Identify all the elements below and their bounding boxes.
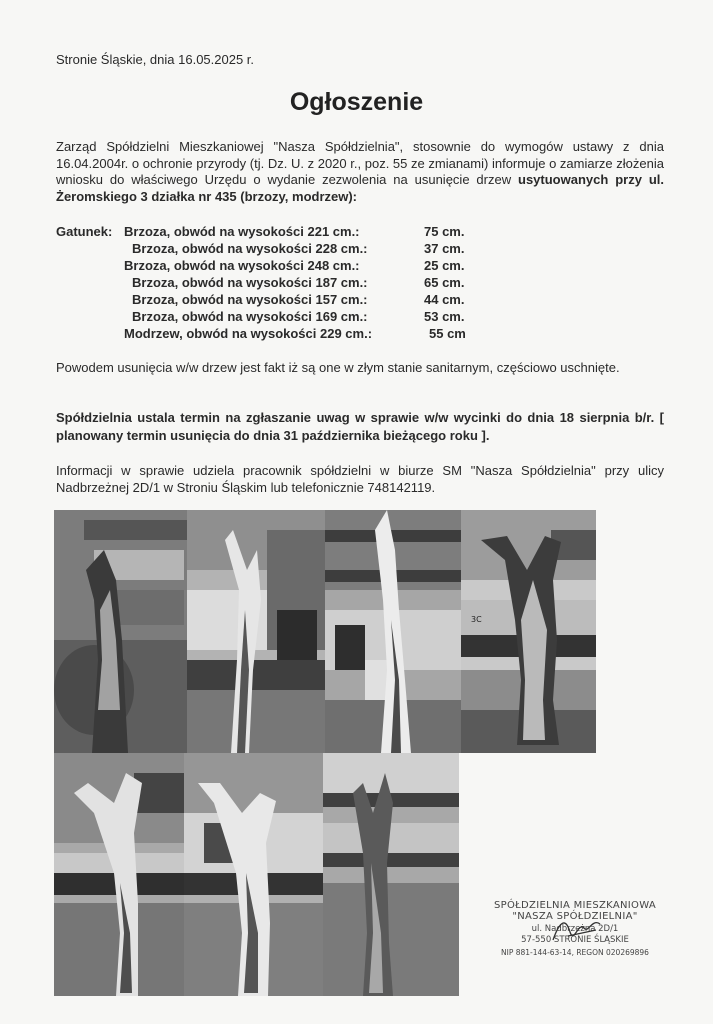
tree-photo xyxy=(325,510,461,753)
species-label: Gatunek: xyxy=(56,224,113,239)
tree-row xyxy=(132,292,465,307)
tree-row xyxy=(124,224,465,239)
deadline-paragraph: Spółdzielnia ustala termin na zgłaszanie uwag w sprawie w/w wycinki do dnia 18 sierpnia b/r. [ planowany termin usunięcia do dnia 31 października bieżącego roku ]. xyxy=(56,410,664,443)
tree-description: Brzoza, obwód na wysokości 169 cm.: xyxy=(132,309,368,324)
stamp-line: SPÓŁDZIELNIA MIESZKANIOWA xyxy=(493,900,656,911)
tree-description: Brzoza, obwód na wysokości 221 cm.: xyxy=(124,224,360,239)
tree-diameter: 55 cm xyxy=(429,326,466,341)
tree-row xyxy=(132,275,465,290)
tree-photo xyxy=(187,510,325,753)
tree-description: Modrzew, obwód na wysokości 229 cm.: xyxy=(124,326,373,341)
tree-diameter: 25 cm. xyxy=(424,258,465,273)
stamp-line: NIP 881-144-63-14, REGON 020269896 xyxy=(501,948,649,957)
tree-row xyxy=(124,326,466,341)
tree-diameter: 75 cm. xyxy=(424,224,465,239)
stamp-line: ul. Nadbrzeżna 2D/1 xyxy=(531,924,619,934)
intro-paragraph xyxy=(56,139,664,205)
intro-bold-location: usytuowanych przy ul. Żeromskiego 3 działka nr 435 (brzozy, modrzew): xyxy=(56,172,664,204)
tree-description: Brzoza, obwód na wysokości 248 cm.: xyxy=(124,258,360,273)
tree-diameter: 44 cm. xyxy=(424,292,465,307)
stamp-line: "NASZA SPÓŁDZIELNIA" xyxy=(512,911,638,922)
tree-row xyxy=(124,258,465,273)
place-and-date: Stronie Śląskie, dnia 16.05.2025 r. xyxy=(56,52,255,67)
tree-description: Brzoza, obwód na wysokości 187 cm.: xyxy=(132,275,368,290)
tree-photo xyxy=(184,753,323,996)
tree-description: Brzoza, obwód na wysokości 228 cm.: xyxy=(132,241,368,256)
tree-photo xyxy=(323,753,459,996)
tree-row xyxy=(132,241,465,256)
tree-diameter: 37 cm. xyxy=(424,241,465,256)
tree-diameter: 65 cm. xyxy=(424,275,465,290)
page-title: Ogłoszenie xyxy=(289,88,424,116)
house-number-label: 3C xyxy=(471,615,482,624)
intro-text: Zarząd Spółdzielni Mieszkaniowej "Nasza Spółdzielnia", stosownie do wymogów ustawy z dnia 16.04.2004r. o ochronie przyrody (tj. Dz. U. z 2020 r., poz. 55 ze zmianami) informuje o zamiarze złożenia wniosku do właściwego Urzędu o wydanie zezwolenia na usunięcie drzew xyxy=(56,139,664,187)
tree-photo xyxy=(461,510,596,753)
reason-paragraph: Powodem usunięcia w/w drzew jest fakt iż są one w złym stanie sanitarnym, częściowo uschnięte. xyxy=(56,360,620,375)
handwritten-signature xyxy=(548,910,608,950)
tree-description: Brzoza, obwód na wysokości 157 cm.: xyxy=(132,292,368,307)
stamp-line: 57-550 STRONIE ŚLĄSKIE xyxy=(521,935,629,945)
tree-diameter: 53 cm. xyxy=(424,309,465,324)
tree-photo xyxy=(54,510,187,753)
contact-paragraph: Informacji w sprawie udziela pracownik spółdzielni w biurze SM "Nasza Spółdzielnia" przy ulicy Nadbrzeżnej 2D/1 w Stroniu Śląskim lub telefonicznie 748142119. xyxy=(56,463,664,495)
tree-photo xyxy=(54,753,184,996)
tree-row xyxy=(132,309,465,324)
